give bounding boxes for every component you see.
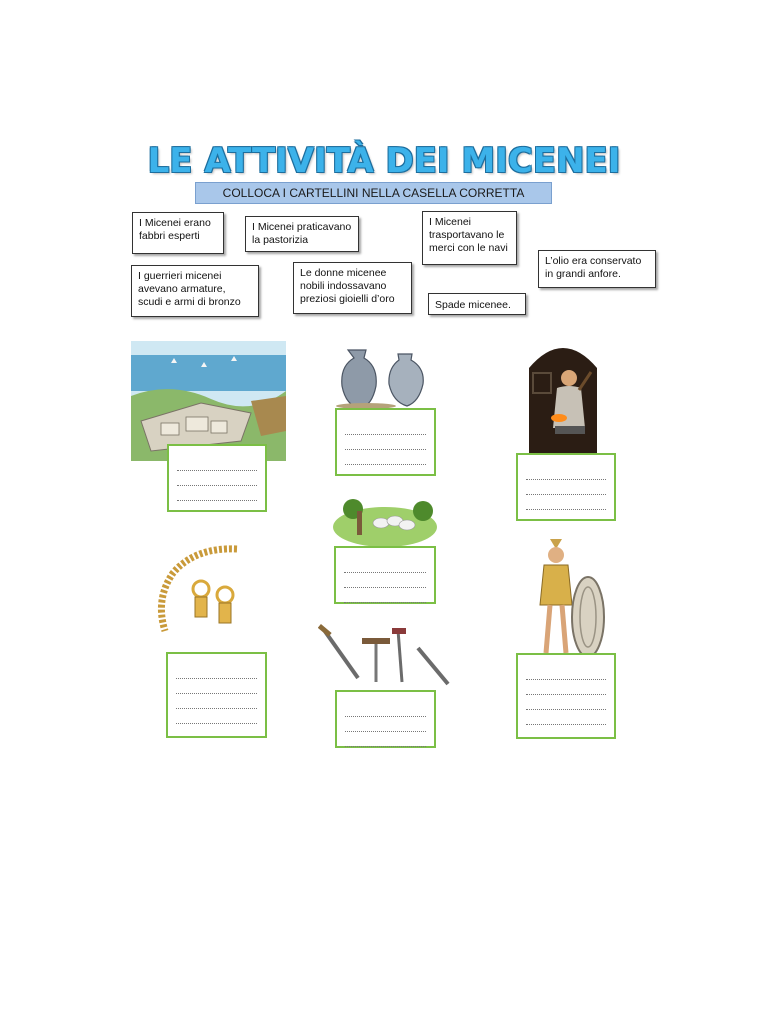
card-pastorizia[interactable]: I Micenei praticavano la pastorizia <box>245 216 359 252</box>
warrior-shield-icon <box>532 535 610 660</box>
fortress-harbor-icon <box>131 341 286 461</box>
card-fabbri[interactable]: I Micenei erano fabbri esperti <box>132 212 224 254</box>
answer-box-blacksmith[interactable] <box>516 453 616 521</box>
bronze-swords-icon <box>318 622 452 686</box>
answer-box-jewelry[interactable] <box>166 652 267 738</box>
shepherd-sheep-icon <box>333 497 437 547</box>
answer-box-fortress[interactable] <box>167 444 267 512</box>
card-guerrieri[interactable]: I guerrieri micenei avevano armature, scudi e armi di bronzo <box>131 265 259 317</box>
instruction-banner: COLLOCA I CARTELLINI NELLA CASELLA CORRETTA <box>195 182 552 204</box>
page-title: LE ATTIVITÀ DEI MICENEI <box>147 141 621 181</box>
card-navi[interactable]: I Micenei trasportavano le merci con le navi <box>422 211 517 265</box>
answer-box-amphorae[interactable] <box>335 408 436 476</box>
answer-box-shepherd[interactable] <box>334 546 436 604</box>
card-spade[interactable]: Spade micenee. <box>428 293 526 315</box>
answer-box-warrior[interactable] <box>516 653 616 739</box>
card-olio[interactable]: L’olio era conservato in grandi anfore. <box>538 250 656 288</box>
amphorae-icon <box>336 340 436 410</box>
card-donne[interactable]: Le donne micenee nobili indossavano preziosi gioielli d’oro <box>293 262 412 314</box>
gold-jewelry-icon <box>155 543 245 643</box>
blacksmith-icon <box>519 338 607 453</box>
answer-box-swords[interactable] <box>335 690 436 748</box>
